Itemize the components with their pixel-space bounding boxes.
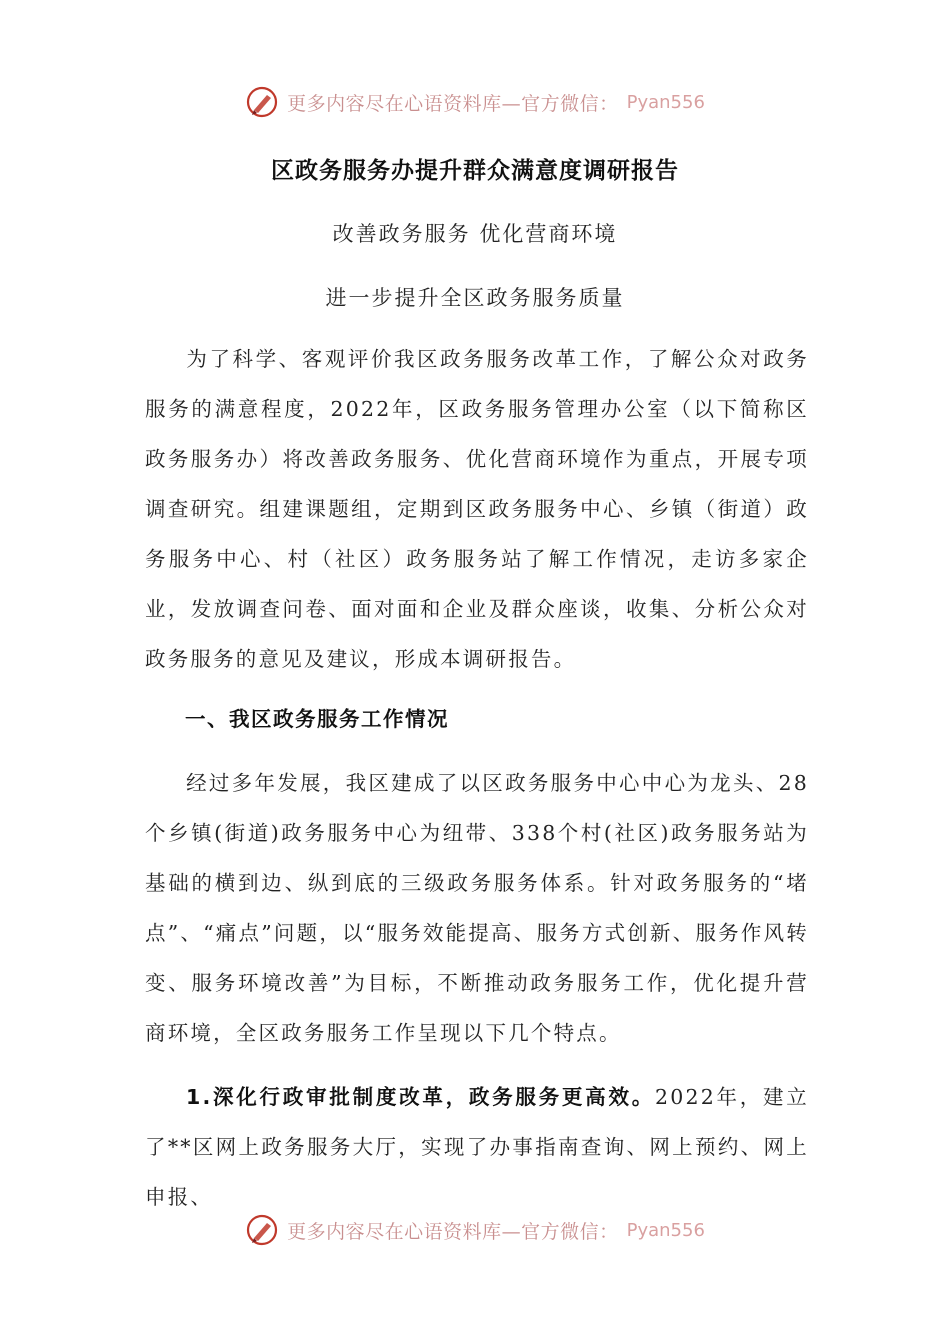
document-subtitle-2: 进一步提升全区政务服务质量 [325,286,625,310]
watermark-wechat-id: Pyan556 [626,1219,705,1241]
paragraph-section-1 [145,758,809,1058]
point-1-body: 2022年，建立了**区网上政务服务大厅，实现了办事指南查询、网上预约、网上申报、 [145,1085,809,1209]
watermark-footer [0,1210,950,1250]
paragraph-point-1 [145,1072,809,1222]
paragraph-intro [145,334,809,684]
section-heading-1: 一、我区政务服务工作情况 [185,707,449,731]
watermark-text: 更多内容尽在心语资料库—官方微信： [287,1220,619,1243]
watermark-wechat-id: Pyan556 [626,91,705,113]
document-title: 区政务服务办提升群众满意度调研报告 [271,158,679,184]
document-subtitle-1: 改善政务服务 优化营商环境 [332,222,618,246]
paragraph-section-1-text: 经过多年发展，我区建成了以区政务服务中心中心为龙头、28个乡镇(街道)政务服务中心为纽带、338个村(社区)政务服务站为基础的横到边、纵到底的三级政务服务体系。针对政务服务的“堵点”、“痛点”问题，以“服务效能提高、服务方式创新、服务作风转变、服务环境改善”为目标，不断推动政务服务工作，优化提升营商环境，全区政务服务工作呈现以下几个特点。 [145,771,809,1045]
watermark-header [0,82,950,122]
pen-logo-icon [245,85,279,119]
point-1-lead: 1.深化行政审批制度改革，政务服务更高效。 [186,1085,655,1109]
paragraph-intro-text: 为了科学、客观评价我区政务服务改革工作，了解公众对政务服务的满意程度，2022年，区政务服务管理办公室（以下简称区政务服务办）将改善政务服务、优化营商环境作为重点，开展专项调查研究。组建课题组，定期到区政务服务中心、乡镇（街道）政务服务中心、村（社区）政务服务站了解工作情况，走访多家企业，发放调查问卷、面对面和企业及群众座谈，收集、分析公众对政务服务的意见及建议，形成本调研报告。 [145,347,809,671]
watermark-text: 更多内容尽在心语资料库—官方微信： [287,92,619,115]
pen-logo-icon [245,1213,279,1247]
